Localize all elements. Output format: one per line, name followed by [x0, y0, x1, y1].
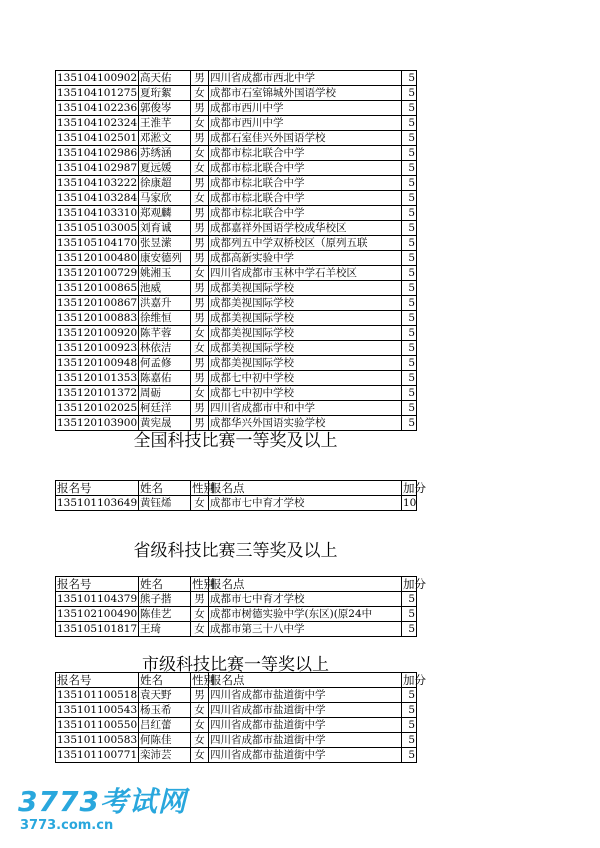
header-name: 姓名: [139, 673, 191, 688]
cell-school: 成都列五中学双桥校区（原列五联: [209, 236, 402, 251]
cell-school: 四川省成都市玉林中学石羊校区: [209, 266, 402, 281]
table-row: [56, 356, 417, 371]
cell-id: 135120100729: [57, 266, 138, 279]
cell-school: 成都市棕北联合中学: [209, 161, 402, 176]
cell-sex: 男: [191, 416, 209, 431]
cell-sex: 男: [191, 206, 209, 221]
cell-sex: 女: [191, 718, 209, 733]
cell-school: 成都美视国际学校: [209, 326, 402, 341]
cell-sex: 女: [191, 703, 209, 718]
cell-school: 四川省成都市盐道街中学: [209, 703, 402, 718]
cell-points: 5: [402, 266, 417, 281]
cell-id: 135104102324: [57, 116, 138, 129]
cell-name: 栾沛芸: [139, 748, 191, 763]
cell-school: 成都石室佳兴外国语学校: [209, 131, 402, 146]
header-id: 报名号: [56, 673, 139, 688]
table-header-row: [56, 577, 417, 592]
section-title-provincial: 省级科技比赛三等奖及以上: [133, 541, 338, 561]
cell-points: 5: [402, 733, 417, 748]
cell-id: 135101100771: [57, 748, 138, 761]
cell-name: 陈嘉佑: [139, 371, 191, 386]
table-row: [56, 281, 417, 296]
table-row: [56, 296, 417, 311]
cell-id: 135104103284: [57, 191, 138, 204]
cell-name: 郭俊岑: [139, 101, 191, 116]
cell-school: 成都美视国际学校: [209, 356, 402, 371]
cell-name: 马家欣: [139, 191, 191, 206]
cell-sex: 男: [191, 592, 209, 607]
cell-name: 柯廷洋: [139, 401, 191, 416]
header-name: 姓名: [139, 481, 191, 496]
cell-school: 成都华兴外国语实验学校: [209, 416, 402, 431]
cell-name: 郑观麟: [139, 206, 191, 221]
table-row: [56, 161, 417, 176]
cell-sex: 男: [191, 688, 209, 703]
cell-id: 135104101275: [57, 86, 138, 99]
cell-sex: 女: [191, 266, 209, 281]
cell-id: 135120100480: [57, 251, 138, 264]
header-name: 姓名: [139, 577, 191, 592]
watermark-logo: [18, 786, 188, 844]
cell-points: 5: [402, 356, 417, 371]
table-row: [56, 206, 417, 221]
cell-sex: 女: [191, 341, 209, 356]
cell-sex: 男: [191, 221, 209, 236]
watermark-url: 3773.com.cn: [20, 818, 114, 833]
table-row: [56, 401, 417, 416]
table-row: [56, 703, 417, 718]
cell-points: 5: [402, 592, 417, 607]
cell-points: 10: [403, 496, 417, 509]
cell-points: 5: [402, 146, 417, 161]
cell-points: 5: [402, 251, 417, 266]
cell-sex: 女: [191, 191, 209, 206]
cell-name: 高天佑: [139, 71, 191, 86]
cell-school: 成都嘉祥外国语学校成华校区: [209, 221, 402, 236]
cell-points: 5: [402, 131, 417, 146]
cell-school: 成都美视国际学校: [209, 281, 402, 296]
cell-id: 135101104379: [57, 592, 138, 605]
cell-sex: 女: [191, 748, 209, 763]
cell-school: 成都市七中育才学校: [209, 496, 402, 511]
cell-points: 5: [402, 622, 417, 637]
cell-school: 成都市第三十八中学: [209, 622, 402, 637]
table-row: [56, 607, 417, 622]
header-points: 加分: [403, 576, 426, 591]
cell-sex: 男: [191, 176, 209, 191]
cell-school: 成都市棕北联合中学: [209, 176, 402, 191]
cell-school: 成都市棕北联合中学: [209, 146, 402, 161]
cell-id: 135120100865: [57, 281, 138, 294]
table-row: [56, 116, 417, 131]
cell-points: 5: [402, 206, 417, 221]
provincial-award-table: [55, 576, 426, 637]
cell-sex: 女: [191, 116, 209, 131]
cell-points: 5: [402, 101, 417, 116]
cell-school: 四川省成都市西北中学: [209, 71, 402, 86]
cell-id: 135101100550: [57, 718, 138, 731]
table-row: [56, 416, 417, 431]
municipal-award-table: [55, 672, 426, 763]
header-sex: 性别: [192, 672, 215, 687]
cell-points: 5: [402, 176, 417, 191]
cell-school: 成都市棕北联合中学: [209, 206, 402, 221]
cell-points: 5: [402, 161, 417, 176]
award-list-body: [56, 71, 417, 431]
cell-school: 成都市树德实验中学(东区)(原24中: [209, 607, 402, 622]
table-row: [56, 146, 417, 161]
table-row: [56, 496, 417, 511]
cell-sex: 女: [191, 146, 209, 161]
table-row: [56, 101, 417, 116]
cell-points: 5: [402, 748, 417, 763]
cell-name: 邓淞文: [139, 131, 191, 146]
header-sex: 性别: [192, 576, 215, 591]
national-award-body: [56, 496, 417, 511]
cell-name: 何孟修: [139, 356, 191, 371]
cell-points: 5: [402, 191, 417, 206]
cell-sex: 男: [191, 71, 209, 86]
cell-points: 5: [402, 703, 417, 718]
award-list-table: [55, 70, 417, 431]
table-row: [56, 592, 417, 607]
cell-name: 周砺: [139, 386, 191, 401]
cell-sex: 男: [191, 356, 209, 371]
cell-id: 135101100543: [57, 703, 138, 716]
cell-sex: 男: [191, 236, 209, 251]
cell-name: 陈芊蓉: [139, 326, 191, 341]
table-row: [56, 251, 417, 266]
cell-id: 135101100583: [57, 733, 138, 746]
table-row: [56, 733, 417, 748]
table-row: [56, 71, 417, 86]
cell-school: 成都七中初中学校: [209, 371, 402, 386]
cell-id: 135104103222: [57, 176, 138, 189]
table-row: [56, 688, 417, 703]
cell-points: 5: [402, 311, 417, 326]
cell-id: 135120101353: [57, 371, 138, 384]
header-school: 报名点: [209, 481, 402, 496]
national-award-table: [55, 480, 426, 511]
table-row: [56, 326, 417, 341]
cell-id: 135101100518: [57, 688, 138, 701]
cell-name: 夏远媛: [139, 161, 191, 176]
cell-id: 135104102236: [57, 101, 138, 114]
cell-points: 5: [402, 116, 417, 131]
cell-name: 黄宪晟: [139, 416, 191, 431]
cell-sex: 女: [191, 386, 209, 401]
cell-id: 135101103649: [57, 496, 138, 509]
cell-name: 林依洁: [139, 341, 191, 356]
section-title-national: 全国科技比赛一等奖及以上: [133, 431, 338, 451]
cell-points: 5: [402, 371, 417, 386]
cell-points: 5: [402, 607, 417, 622]
cell-school: 四川省成都市盐道街中学: [209, 718, 402, 733]
cell-school: 四川省成都市盐道街中学: [209, 733, 402, 748]
cell-school: 四川省成都市中和中学: [209, 401, 402, 416]
cell-sex: 男: [191, 281, 209, 296]
cell-school: 四川省成都市盐道街中学: [209, 748, 402, 763]
cell-name: 徐维恒: [139, 311, 191, 326]
cell-sex: 男: [191, 101, 209, 116]
header-id: 报名号: [56, 577, 139, 592]
cell-id: 135120102025: [57, 401, 138, 414]
cell-points: 5: [402, 326, 417, 341]
cell-points: 5: [402, 221, 417, 236]
cell-name: 何陈佳: [139, 733, 191, 748]
table-row: [56, 371, 417, 386]
cell-points: 5: [402, 296, 417, 311]
municipal-award-body: [56, 688, 417, 763]
cell-name: 熊子揩: [139, 592, 191, 607]
cell-sex: 女: [191, 326, 209, 341]
table-row: [56, 191, 417, 206]
cell-id: 135120100948: [57, 356, 138, 369]
header-school: 报名点: [209, 577, 402, 592]
cell-school: 成都高新实验中学: [209, 251, 402, 266]
table-header-row: [56, 481, 417, 496]
cell-sex: 男: [191, 311, 209, 326]
cell-school: 成都市七中育才学校: [209, 592, 402, 607]
cell-name: 夏珩絮: [139, 86, 191, 101]
cell-sex: 女: [191, 607, 209, 622]
cell-id: 135105104170: [57, 236, 138, 249]
cell-id: 135120103900: [57, 416, 138, 429]
watermark-logo-text: 3773考试网: [18, 785, 187, 818]
table-row: [56, 386, 417, 401]
cell-points: 5: [402, 386, 417, 401]
cell-school: 成都市西川中学: [209, 116, 402, 131]
cell-points: 5: [402, 86, 417, 101]
header-points: 加分: [403, 480, 426, 495]
cell-id: 135104103310: [57, 206, 138, 219]
cell-id: 135104102986: [57, 146, 138, 159]
cell-name: 杨玉希: [139, 703, 191, 718]
cell-name: 徐康超: [139, 176, 191, 191]
cell-school: 成都市棕北联合中学: [209, 191, 402, 206]
provincial-award-body: [56, 592, 417, 637]
table-row: [56, 86, 417, 101]
table-row: [56, 131, 417, 146]
cell-name: 袁天野: [139, 688, 191, 703]
cell-points: 5: [402, 401, 417, 416]
cell-sex: 男: [191, 251, 209, 266]
cell-id: 135120100923: [57, 341, 138, 354]
cell-id: 135120101372: [57, 386, 138, 399]
cell-id: 135105101817: [57, 622, 138, 635]
table-row: [56, 341, 417, 356]
table-row: [56, 221, 417, 236]
cell-sex: 男: [191, 401, 209, 416]
cell-sex: 女: [191, 622, 209, 637]
header-sex: 性别: [192, 480, 215, 495]
cell-name: 洪嘉升: [139, 296, 191, 311]
table-row: [56, 311, 417, 326]
cell-sex: 女: [191, 161, 209, 176]
section-title-municipal: 市级科技比赛一等奖以上: [142, 655, 329, 675]
cell-points: 5: [402, 281, 417, 296]
cell-school: 成都美视国际学校: [209, 341, 402, 356]
cell-sex: 男: [191, 371, 209, 386]
cell-sex: 男: [191, 131, 209, 146]
cell-name: 黄钰烯: [139, 496, 191, 511]
cell-sex: 女: [191, 733, 209, 748]
cell-school: 成都美视国际学校: [209, 311, 402, 326]
cell-id: 135105103005: [57, 221, 138, 234]
cell-points: 5: [402, 416, 417, 431]
cell-name: 康安德列: [139, 251, 191, 266]
cell-name: 王淮芊: [139, 116, 191, 131]
table-row: [56, 266, 417, 281]
table-header-row: [56, 673, 417, 688]
cell-name: 苏绣涵: [139, 146, 191, 161]
cell-points: 5: [402, 718, 417, 733]
cell-id: 135102100490: [57, 607, 138, 620]
cell-sex: 男: [191, 296, 209, 311]
cell-id: 135104102501: [57, 131, 138, 144]
cell-points: 5: [402, 688, 417, 703]
cell-name: 池威: [139, 281, 191, 296]
cell-points: 5: [402, 236, 417, 251]
cell-school: 成都七中初中学校: [209, 386, 402, 401]
cell-id: 135120100883: [57, 311, 138, 324]
cell-school: 成都市石室锦城外国语学校: [209, 86, 402, 101]
cell-school: 成都美视国际学校: [209, 296, 402, 311]
table-row: [56, 176, 417, 191]
cell-sex: 女: [191, 496, 209, 511]
table-row: [56, 236, 417, 251]
cell-name: 王琦: [139, 622, 191, 637]
cell-name: 吕红蕾: [139, 718, 191, 733]
table-row: [56, 748, 417, 763]
cell-school: 四川省成都市盐道街中学: [209, 688, 402, 703]
cell-name: 刘育诚: [139, 221, 191, 236]
table-row: [56, 622, 417, 637]
cell-id: 135104102987: [57, 161, 138, 174]
cell-id: 135120100920: [57, 326, 138, 339]
cell-points: 5: [402, 71, 417, 86]
table-row: [56, 718, 417, 733]
header-school: 报名点: [209, 673, 402, 688]
header-id: 报名号: [56, 481, 139, 496]
cell-school: 成都市西川中学: [209, 101, 402, 116]
cell-points: 5: [402, 341, 417, 356]
cell-name: 陈佳艺: [139, 607, 191, 622]
cell-id: 135120100867: [57, 296, 138, 309]
cell-name: 张昱潆: [139, 236, 191, 251]
cell-sex: 女: [191, 86, 209, 101]
cell-id: 135104100902: [57, 71, 138, 84]
cell-name: 姚湘玉: [139, 266, 191, 281]
header-points: 加分: [403, 672, 426, 687]
